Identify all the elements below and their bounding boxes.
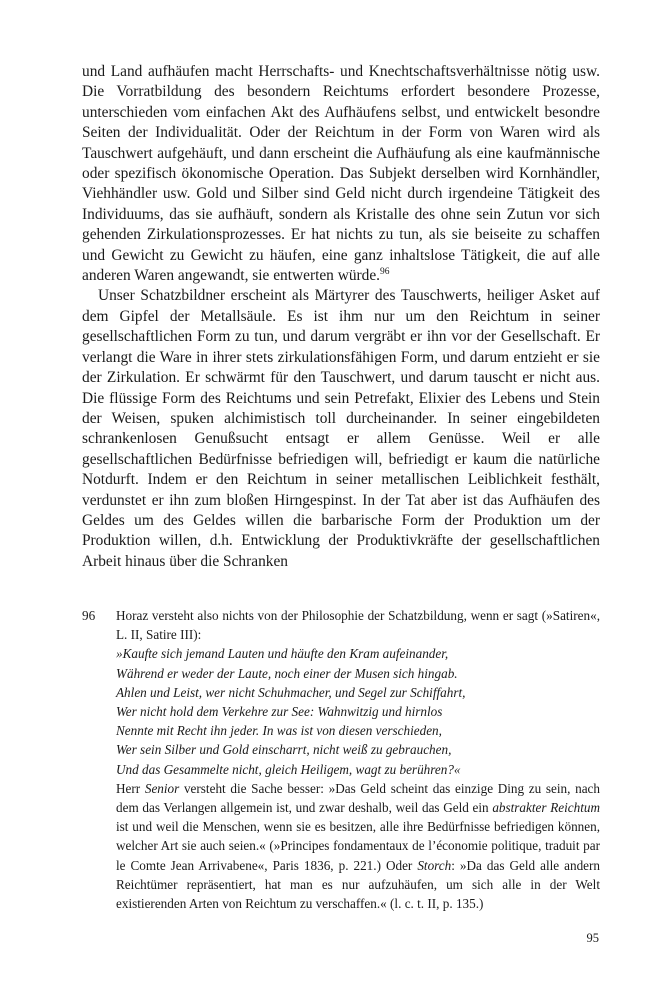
verse-line: Während er weder der Laute, noch einer der Musen sich hingab. [116, 665, 458, 681]
footnote-intro: Horaz versteht also nichts von der Philosophie der Schatzbildung, wenn er sagt (»Satiren«, L. II, Satire III): [116, 608, 600, 643]
commentary-text: : »Da das Geld alle andern Reichtümer repräsentiert, hat man es nur aufzuhäufen, um sich alle in der Welt existierenden Arten von Reichtum zu verschaffen.« (l. c. t. II, p. 135.) [116, 857, 600, 912]
footnote-number: 96 [82, 608, 96, 623]
main-text [82, 62, 600, 572]
commentary-text: Herr [116, 780, 145, 796]
footnote-commentary [116, 779, 600, 913]
footnote-body [116, 606, 600, 913]
paragraph-2: Unser Schatzbildner erscheint als Märtyrer des Tauschwerts, heiliger Asket auf dem Gipfel der Metallsäule. Es ist ihm nur um den Reichtum in seiner gesellschaftlichen Form zu tun, und darum vergräbt er ihn vor der Gesellschaft. Er verlangt die Ware in ihrer stets zirkulationsfähigen Form, und darum entzieht er sie der Zirkulation. Er schwärmt für den Tauschwert, und darum tauscht er nicht aus. Die flüssige Form des Reichtums und sein Petrefakt, Elixier des Lebens und Stein der Weisen, spuken alchimistisch toll durcheinander. In seiner eingebildeten schrankenlosen Genußsucht entsagt er allem Genüsse. Weil er alle gesellschaftlichen Bedürfnisse befriedigen will, befriedigt er kaum die natürliche Notdurft. Indem er den Reichtum in seiner metallischen Leiblichkeit festhält, verdunstet er ihn zum bloßen Hirngespinst. In der Tat aber ist das Aufhäufen des Geldes um des Geldes willen die barbarische Form der Produktion um der Produktion willen, d.h. Entwicklung der Produktivkräfte der gesellschaftlichen Arbeit hinaus über die Schranken [82, 287, 600, 570]
verse-line: Wer nicht hold dem Verkehre zur See: Wahnwitzig und hirnlos [116, 704, 443, 720]
verse-line: Nennte mit Recht ihn jeder. In was ist von diesen verschieden, [116, 723, 442, 739]
paragraph-1-text: und Land aufhäufen macht Herrschafts- und Knechtschaftsverhältnisse nötig usw. Die Vorratbildung des besondern Reichtums erfordert besondere Prozesse, unterschieden vom einfachen Akt des Aufhäufens selbst, und entwickelt besondre Seiten der Individualität. Oder der Reichtum in der Form von Waren wird als Tauschwert aufgehäuft, und dann erscheint die Aufhäufung als eine kaufmännische oder spezifisch ökonomische Operation. Das Subjekt derselben wird Kornhändler, Viehhändler usw. Gold und Silber sind Geld nicht durch irgendeine Tätigkeit des Individuums, das sie aufhäuft, sondern als Kristalle des ohne sein Zutun vor sich gehenden Zirkulationsprozesses. Er hat nichts zu tun, als sie beiseite zu schaffen und Gewicht zu Gewicht zu häufen, eine ganz inhaltslose Tätigkeit, die auf alle anderen Waren angewandt, sie entwerten würde. [82, 63, 600, 285]
author-name: Storch [417, 857, 452, 873]
page-number: 95 [586, 931, 599, 945]
footnote-verse [116, 644, 600, 778]
body-text [82, 62, 600, 572]
verse-line: Ahlen und Leist, wer nicht Schuhmacher, und Segel zur Schiffahrt, [116, 684, 466, 700]
verse-line: Und das Gesammelte nicht, gleich Heiligem, wagt zu berühren?« [116, 761, 461, 777]
commentary-text: ist und weil die Menschen, wenn sie es besitzen, alle ihre Bedürfnisse befriedigen können, welcher Art sie auch seien.« (»Principes fondamentaux de l’économie politique, traduit par le Comte Jean Arrivabene«, Paris 1836, p. 221.) Oder [116, 819, 600, 873]
footnote [82, 606, 600, 913]
author-name: Senior [144, 780, 180, 796]
footnote-reference: 96 [380, 267, 390, 278]
verse-line: »Kaufte sich jemand Lauten und häufte den Kram aufeinander, [116, 646, 449, 662]
commentary-text: versteht die Sache besser: »Das Geld scheint das einzige Ding zu sein, nach dem das Verlangen allgemein ist, und zwar deshalb, weil das Geld ein [116, 780, 600, 816]
paragraph-1 [82, 62, 600, 286]
verse-line: Wer sein Silber und Gold einscharrt, nicht weiß zu gebrauchen, [116, 742, 452, 758]
emphasized-term: abstrakter Reichtum [492, 800, 600, 816]
